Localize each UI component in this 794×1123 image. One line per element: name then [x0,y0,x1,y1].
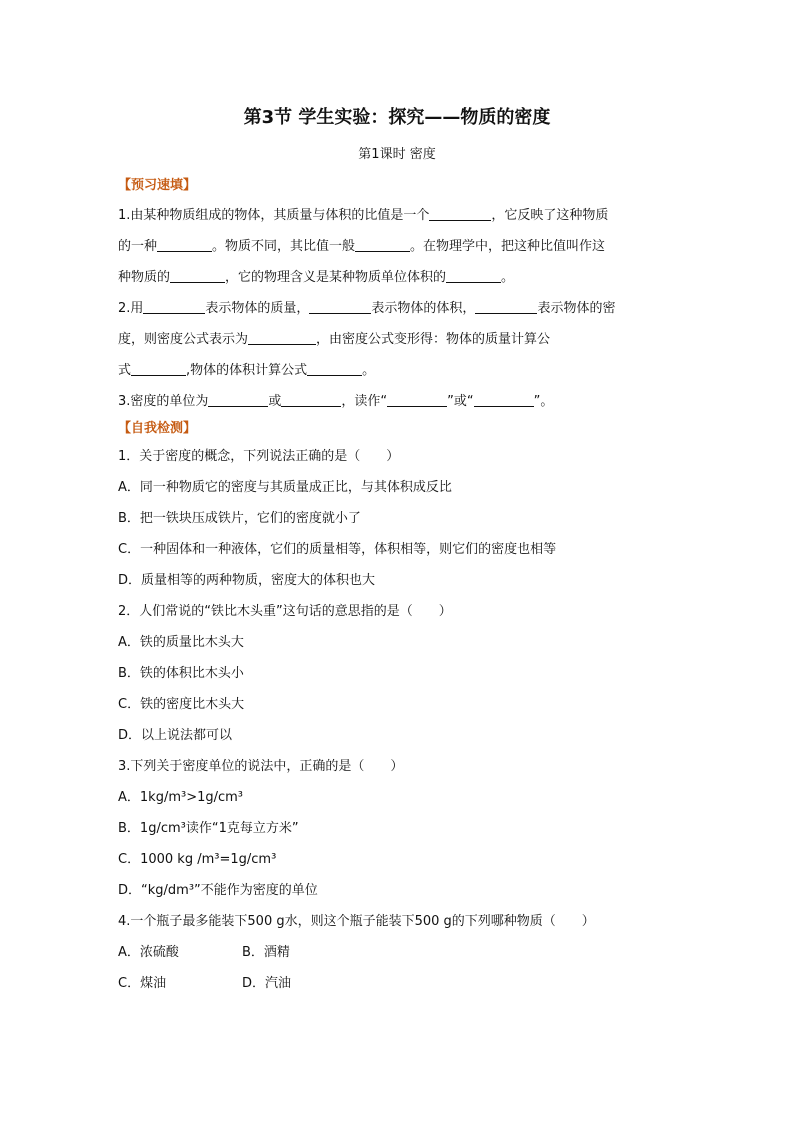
answer-blank[interactable] [281,392,341,407]
text-segment: 。在物理学中，把这种比值叫作这 [410,239,606,254]
text-line [118,231,678,262]
answer-blank[interactable] [475,299,537,314]
check-question-1 [118,441,678,596]
option-b[interactable]: B．把一铁块压成铁片，它们的密度就小了 [118,511,361,526]
check-question-4 [118,906,678,999]
preview-question-2 [118,293,678,386]
question-stem: 3.下列关于密度单位的说法中，正确的是（ ） [118,759,404,774]
option-a[interactable]: A．浓硫酸 [118,945,179,960]
option-row [118,968,678,999]
text-segment: 式 [118,363,132,378]
text-line [118,324,678,355]
text-line [118,262,678,293]
option-a[interactable]: A．1kg/m³>1g/cm³ [118,790,244,805]
section-preview-heading: 【预习速填】 [118,178,197,193]
option-c[interactable]: C．煤油 [118,976,167,991]
text-segment: ，它的物理含义是某种物质单位体积的 [225,270,447,285]
preview-question-1 [118,200,678,293]
text-segment: 表示物体的质量， [205,301,310,316]
text-segment: 3.密度的单位为 [118,394,209,409]
option-b[interactable]: B．1g/cm³读作“1克每立方米” [118,821,299,836]
option-c[interactable]: C．一种固体和一种液体，它们的质量相等，体积相等，则它们的密度也相等 [118,542,557,557]
option-b[interactable]: B．酒精 [242,945,290,960]
text-segment: 。 [362,363,376,378]
text-segment: ，读作“ [341,394,388,409]
option-d[interactable]: D．以上说法都可以 [118,728,233,743]
text-segment: ，由密度公式变形得：物体的质量计算公 [316,332,551,347]
text-segment: 表示物体的密 [537,301,616,316]
text-segment: ，它反映了这种物质 [491,208,609,223]
option-c[interactable]: C．铁的密度比木头大 [118,697,245,712]
answer-blank[interactable] [248,330,316,345]
answer-blank[interactable] [208,392,268,407]
text-segment: 1.由某种物质组成的物体，其质量与体积的比值是一个 [118,208,430,223]
text-line [118,200,678,231]
answer-blank[interactable] [307,361,362,376]
text-segment: ,物体的体积计算公式 [186,363,308,378]
text-segment: 。物质不同，其比值一般 [212,239,356,254]
text-segment: 。 [501,270,515,285]
page-title: 第3节 学生实验：探究——物质的密度 [243,107,551,128]
answer-blank[interactable] [157,237,212,252]
question-stem: 2．人们常说的“铁比木头重”这句话的意思指的是（ ） [118,604,452,619]
option-row [118,937,678,968]
option-d[interactable]: D．“kg/dm³”不能作为密度的单位 [118,883,318,898]
answer-blank[interactable] [387,392,447,407]
text-segment: ”。 [533,394,554,409]
text-segment: 表示物体的体积， [371,301,476,316]
question-stem: 1．关于密度的概念，下列说法正确的是（ ） [118,449,400,464]
section-check-heading: 【自我检测】 [118,421,197,436]
answer-blank[interactable] [446,268,501,283]
answer-blank[interactable] [143,299,205,314]
preview-question-3 [118,386,678,417]
text-segment: ”或“ [447,394,474,409]
answer-blank[interactable] [429,206,491,221]
question-stem: 4.一个瓶子最多能装下500 g水，则这个瓶子能装下500 g的下列哪种物质（ ） [118,914,595,929]
check-question-2 [118,596,678,751]
text-segment: 度，则密度公式表示为 [118,332,249,347]
check-question-3 [118,751,678,906]
text-segment: 的一种 [118,239,158,254]
text-line [118,355,678,386]
answer-blank[interactable] [131,361,186,376]
option-b[interactable]: B．铁的体积比木头小 [118,666,244,681]
text-segment: 2.用 [118,301,144,316]
page-subtitle: 第1课时 密度 [358,147,436,162]
answer-blank[interactable] [474,392,534,407]
option-a[interactable]: A．同一种物质它的密度与其质量成正比，与其体积成反比 [118,480,452,495]
answer-blank[interactable] [355,237,410,252]
answer-blank[interactable] [170,268,225,283]
text-line [118,293,678,324]
option-d[interactable]: D．质量相等的两种物质，密度大的体积也大 [118,573,376,588]
answer-blank[interactable] [309,299,371,314]
option-d[interactable]: D．汽油 [242,976,292,991]
text-segment: 种物质的 [118,270,171,285]
option-c[interactable]: C．1000 kg /m³=1g/cm³ [118,852,277,867]
text-segment: 或 [268,394,282,409]
option-a[interactable]: A．铁的质量比木头大 [118,635,244,650]
worksheet-content [118,174,678,999]
